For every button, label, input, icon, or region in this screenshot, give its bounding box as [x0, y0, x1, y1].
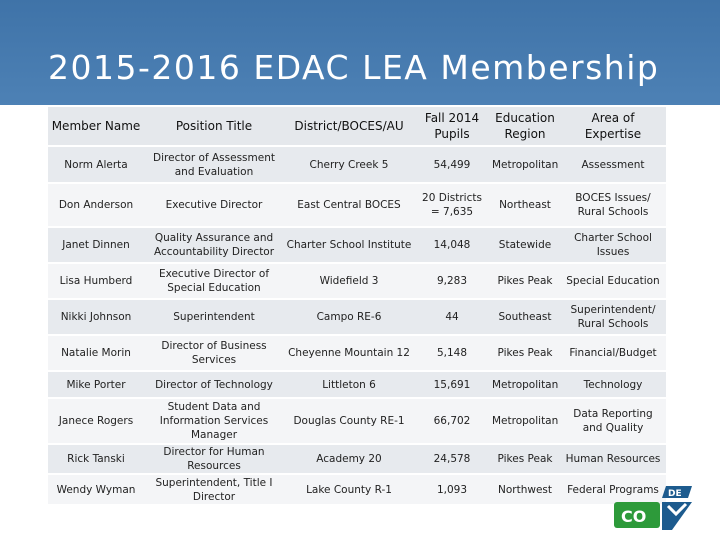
education-region: Southeast [490, 299, 560, 335]
position-title: Director of Assessment and Evaluation [144, 146, 284, 183]
pupils: 5,148 [414, 335, 490, 371]
district: Cherry Creek 5 [284, 146, 414, 183]
position-title: Executive Director [144, 183, 284, 227]
table-row [48, 371, 666, 398]
pupils: 15,691 [414, 371, 490, 398]
pupils: 20 Districts = 7,635 [414, 183, 490, 227]
education-region: Pikes Peak [490, 444, 560, 474]
area-of-expertise: Charter School Issues [560, 227, 666, 263]
area-of-expertise: Data Reporting and Quality [560, 398, 666, 444]
member-name: Norm Alerta [48, 146, 144, 183]
area-of-expertise: Assessment [560, 146, 666, 183]
pupils: 24,578 [414, 444, 490, 474]
table-row [48, 263, 666, 299]
education-region: Statewide [490, 227, 560, 263]
member-name: Natalie Morin [48, 335, 144, 371]
table-header-row [48, 107, 666, 147]
table-row [48, 335, 666, 371]
education-region: Metropolitan [490, 371, 560, 398]
area-of-expertise: Federal Programs [560, 474, 666, 504]
member-name: Wendy Wyman [48, 474, 144, 504]
position-title: Director of Technology [144, 371, 284, 398]
member-name: Janece Rogers [48, 398, 144, 444]
table-row [48, 474, 666, 504]
pupils: 44 [414, 299, 490, 335]
pupils: 14,048 [414, 227, 490, 263]
slide-title: 2015-2016 EDAC LEA Membership [48, 48, 660, 87]
position-title: Student Data and Information Services Manager [144, 398, 284, 444]
area-of-expertise: Human Resources [560, 444, 666, 474]
pupils: 9,283 [414, 263, 490, 299]
column-header: Area of Expertise [560, 107, 666, 147]
area-of-expertise: Technology [560, 371, 666, 398]
member-name: Janet Dinnen [48, 227, 144, 263]
table-row [48, 146, 666, 183]
logo-partial-text: DE [668, 489, 682, 499]
column-header: District/BOCES/AU [284, 107, 414, 147]
position-title: Director of Business Services [144, 335, 284, 371]
area-of-expertise: Superintendent/ Rural Schools [560, 299, 666, 335]
district: Charter School Institute [284, 227, 414, 263]
column-header: Position Title [144, 107, 284, 147]
education-region: Pikes Peak [490, 263, 560, 299]
district: Widefield 3 [284, 263, 414, 299]
column-header: Education Region [490, 107, 560, 147]
pupils: 66,702 [414, 398, 490, 444]
member-name: Lisa Humberd [48, 263, 144, 299]
pupils: 1,093 [414, 474, 490, 504]
pupils: 54,499 [414, 146, 490, 183]
table-row [48, 398, 666, 444]
table-row [48, 227, 666, 263]
area-of-expertise: Special Education [560, 263, 666, 299]
logo-text: CO [621, 507, 647, 526]
district: East Central BOCES [284, 183, 414, 227]
cde-logo [612, 484, 694, 532]
district: Cheyenne Mountain 12 [284, 335, 414, 371]
position-title: Quality Assurance and Accountability Director [144, 227, 284, 263]
area-of-expertise: BOCES Issues/ Rural Schools [560, 183, 666, 227]
education-region: Northwest [490, 474, 560, 504]
education-region: Pikes Peak [490, 335, 560, 371]
member-name: Rick Tanski [48, 444, 144, 474]
education-region: Metropolitan [490, 398, 560, 444]
member-name: Nikki Johnson [48, 299, 144, 335]
member-name: Mike Porter [48, 371, 144, 398]
area-of-expertise: Financial/Budget [560, 335, 666, 371]
table-row [48, 183, 666, 227]
member-name: Don Anderson [48, 183, 144, 227]
district: Littleton 6 [284, 371, 414, 398]
column-header: Fall 2014 Pupils [414, 107, 490, 147]
district: Campo RE-6 [284, 299, 414, 335]
table-row [48, 444, 666, 474]
district: Academy 20 [284, 444, 414, 474]
table-row [48, 299, 666, 335]
education-region: Metropolitan [490, 146, 560, 183]
position-title: Director for Human Resources [144, 444, 284, 474]
education-region: Northeast [490, 183, 560, 227]
district: Lake County R-1 [284, 474, 414, 504]
position-title: Executive Director of Special Education [144, 263, 284, 299]
position-title: Superintendent, Title I Director [144, 474, 284, 504]
position-title: Superintendent [144, 299, 284, 335]
membership-table [48, 106, 666, 504]
title-banner [0, 0, 720, 105]
district: Douglas County RE-1 [284, 398, 414, 444]
column-header: Member Name [48, 107, 144, 147]
